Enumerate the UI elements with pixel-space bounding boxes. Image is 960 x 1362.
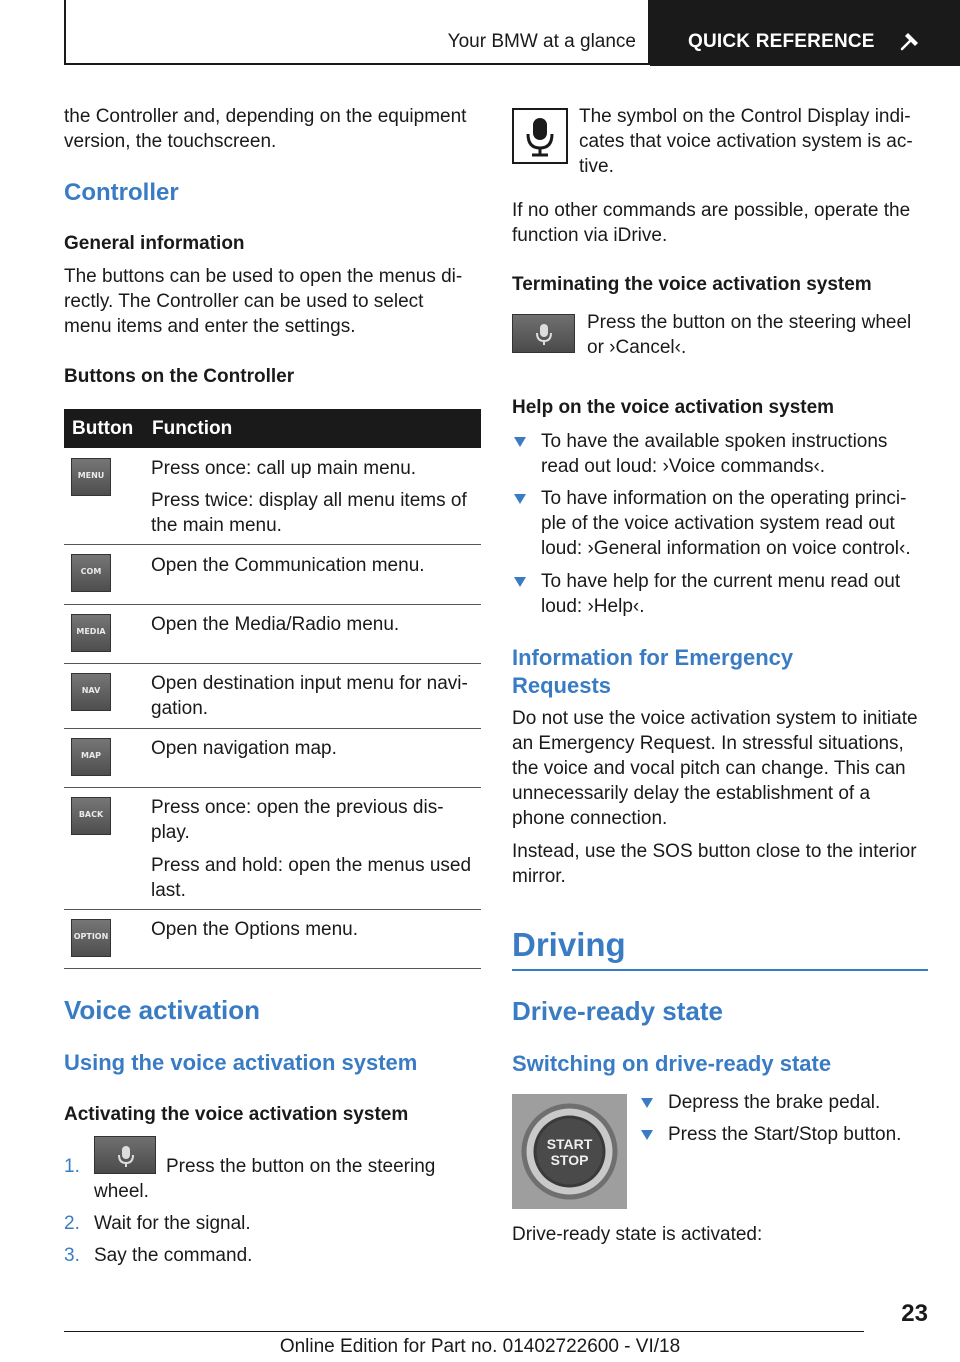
step-number: 2. xyxy=(64,1213,80,1234)
table-cell: Open navigation map. xyxy=(151,738,337,759)
table-row-divider xyxy=(64,909,481,910)
symbol-text: The symbol on the Control Display indi- xyxy=(579,106,911,127)
table-cell: Open the Communication menu. xyxy=(151,555,425,576)
table-row-divider xyxy=(64,604,481,605)
bullet-triangle-icon xyxy=(641,1130,653,1140)
header-section-title: Your BMW at a glance xyxy=(447,31,636,52)
emergency-heading: Requests xyxy=(512,673,612,698)
emergency-text: unnecessarily delay the establishment of a xyxy=(512,783,871,804)
table-row-divider xyxy=(64,728,481,729)
table-cell: Open the Media/Radio menu. xyxy=(151,614,400,635)
terminating-heading: Terminating the voice activation system xyxy=(512,274,872,295)
help-item-text: To have the available spoken instructions xyxy=(541,431,888,452)
activated-text: Drive-ready state is activated: xyxy=(512,1224,763,1245)
stop-label: STOP xyxy=(550,1152,589,1168)
bullet-triangle-icon xyxy=(514,437,526,447)
table-cell: Press twice: display all menu items of xyxy=(151,490,467,511)
header-left-rule xyxy=(64,0,66,64)
table-cell: last. xyxy=(151,880,186,901)
quick-reference-icon xyxy=(898,29,922,53)
table-cell: Press once: open the previous dis- xyxy=(151,797,444,818)
intro-text-line: version, the touchscreen. xyxy=(64,131,277,152)
help-item-text: To have help for the current menu read out xyxy=(541,571,901,592)
table-cell: gation. xyxy=(151,698,209,719)
start-label: START xyxy=(546,1136,593,1152)
nav-button-icon: NAV xyxy=(71,673,111,711)
step-number: 3. xyxy=(64,1245,80,1266)
steering-voice-button xyxy=(94,1136,156,1174)
general-info-line: menu items and enter the settings. xyxy=(64,316,356,337)
help-item-text: loud: ›General information on voice control‹. xyxy=(541,538,911,559)
activating-heading: Activating the voice activation system xyxy=(64,1104,409,1125)
drive-ready-heading: Drive-ready state xyxy=(512,996,723,1026)
symbol-text: cates that voice activation system is ac- xyxy=(579,131,913,152)
step-text: Say the command. xyxy=(94,1245,253,1266)
drive-item-text: Press the Start/Stop button. xyxy=(668,1124,902,1145)
emergency-text: an Emergency Request. In stressful situations, xyxy=(512,733,904,754)
col-header-button: Button xyxy=(72,418,134,439)
voice-activation-heading: Voice activation xyxy=(64,995,261,1025)
driving-heading: Driving xyxy=(512,926,626,963)
switching-heading: Switching on drive-ready state xyxy=(512,1051,832,1076)
table-cell: Press and hold: open the menus used xyxy=(151,855,472,876)
sos-text: Instead, use the SOS button close to the interior xyxy=(512,841,917,862)
drive-item-text: Depress the brake pedal. xyxy=(668,1092,881,1113)
terminating-text: Press the button on the steering wheel xyxy=(587,312,912,333)
microphone-icon xyxy=(95,1137,157,1175)
microphone-icon xyxy=(514,110,566,162)
steering-voice-button xyxy=(512,314,575,353)
help-item-text: loud: ›Help‹. xyxy=(541,596,645,617)
table-row-divider xyxy=(64,787,481,788)
driving-heading-rule xyxy=(512,969,928,971)
step-text: Wait for the signal. xyxy=(94,1213,251,1234)
voice-symbol-frame xyxy=(512,108,568,164)
sos-text: mirror. xyxy=(512,866,566,887)
start-stop-button-image xyxy=(512,1094,627,1209)
intro-text-line: the Controller and, depending on the equipment xyxy=(64,106,467,127)
footer-rule xyxy=(64,1331,864,1332)
using-voice-heading: Using the voice activation system xyxy=(64,1050,418,1075)
step-text: wheel. xyxy=(94,1181,149,1202)
col-header-function: Function xyxy=(152,418,233,439)
emergency-text: the voice and vocal pitch can change. This can xyxy=(512,758,906,779)
symbol-text: tive. xyxy=(579,156,614,177)
buttons-heading: Buttons on the Controller xyxy=(64,366,295,387)
bullet-triangle-icon xyxy=(641,1098,653,1108)
option-button-icon: OPTION xyxy=(71,919,111,957)
footer-edition: Online Edition for Part no. 01402722600 - VI/18 xyxy=(279,1336,681,1357)
table-row-divider xyxy=(64,968,481,969)
table-cell: Press once: call up main menu. xyxy=(151,458,417,479)
bullet-triangle-icon xyxy=(514,494,526,504)
header-chapter-tab xyxy=(650,0,960,66)
step-number: 1. xyxy=(64,1156,80,1177)
chapter-label: QUICK REFERENCE xyxy=(688,31,875,52)
media-button-icon: MEDIA xyxy=(71,614,111,652)
help-heading: Help on the voice activation system xyxy=(512,397,835,418)
controller-heading: Controller xyxy=(64,179,179,206)
menu-button-icon: MENU xyxy=(71,458,111,496)
bullet-triangle-icon xyxy=(514,577,526,587)
table-row-divider xyxy=(64,663,481,664)
table-header xyxy=(64,409,481,448)
page-number: 23 xyxy=(901,1300,928,1327)
help-item-text: read out loud: ›Voice commands‹. xyxy=(541,456,826,477)
paragraph-line: function via iDrive. xyxy=(512,225,668,246)
header-bottom-rule xyxy=(64,63,650,65)
step-text: Press the button on the steering xyxy=(166,1156,436,1177)
help-item-text: ple of the voice activation system read out xyxy=(541,513,895,534)
microphone-icon xyxy=(513,315,575,353)
general-info-heading: General information xyxy=(64,233,245,254)
emergency-text: phone connection. xyxy=(512,808,668,829)
general-info-line: rectly. The Controller can be used to select xyxy=(64,291,424,312)
back-button-icon: BACK xyxy=(71,797,111,835)
map-button-icon: MAP xyxy=(71,738,111,776)
emergency-heading: Information for Emergency xyxy=(512,645,794,670)
general-info-line: The buttons can be used to open the menus di- xyxy=(64,266,463,287)
help-item-text: To have information on the operating princi- xyxy=(541,488,907,509)
paragraph-line: If no other commands are possible, operate the xyxy=(512,200,911,221)
emergency-text: Do not use the voice activation system to initiate xyxy=(512,708,918,729)
com-button-icon: COM xyxy=(71,554,111,592)
table-cell: Open destination input menu for navi- xyxy=(151,673,468,694)
table-row-divider xyxy=(64,544,481,545)
table-cell: the main menu. xyxy=(151,515,282,536)
table-cell: play. xyxy=(151,822,190,843)
terminating-text: or ›Cancel‹. xyxy=(587,337,687,358)
table-cell: Open the Options menu. xyxy=(151,919,359,940)
